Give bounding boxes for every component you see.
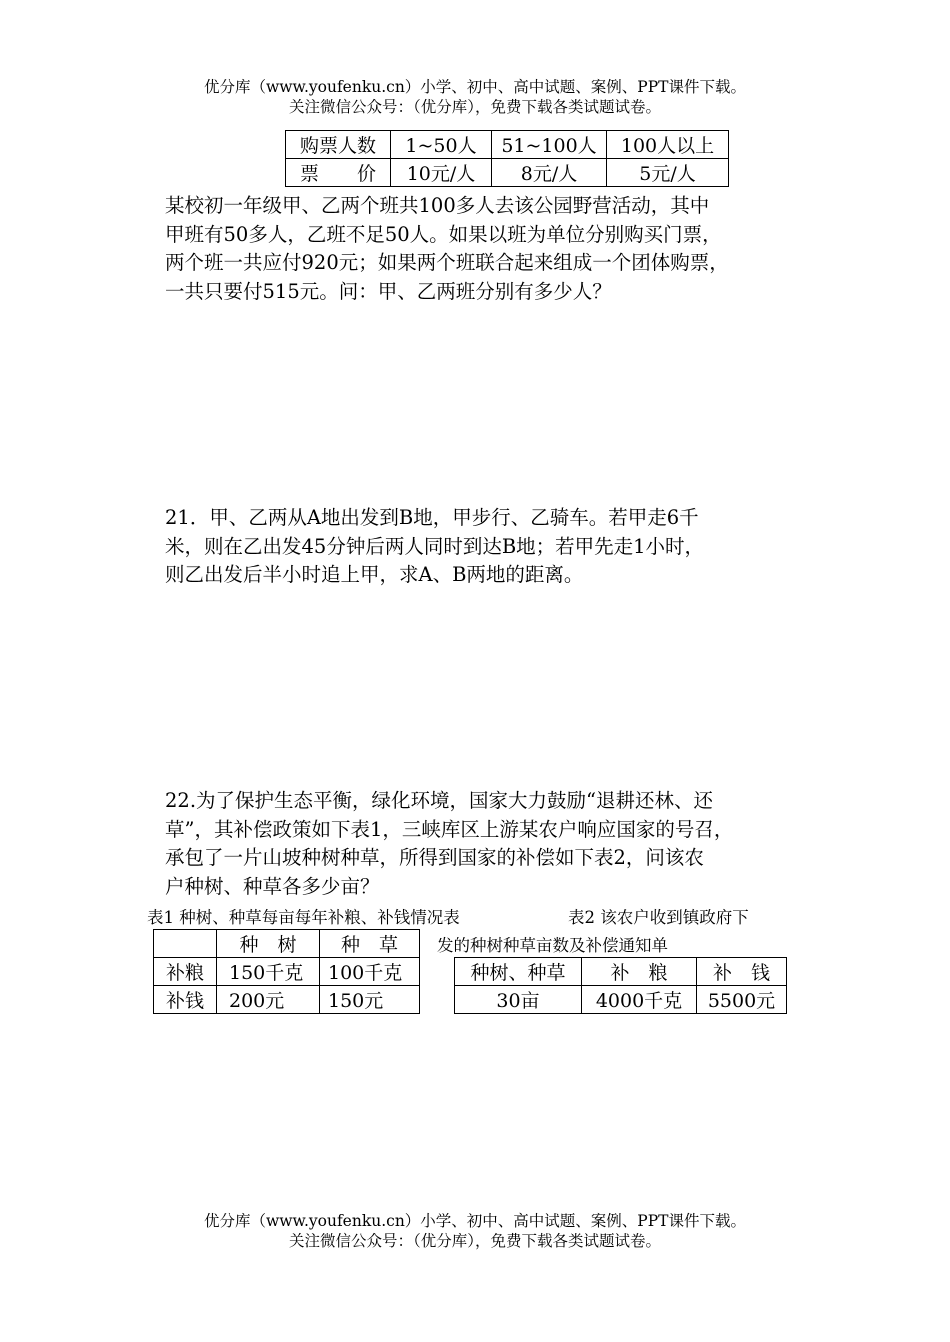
table-cell: 150元 bbox=[320, 986, 420, 1014]
table-cell: 200元 bbox=[217, 986, 320, 1014]
table-row bbox=[154, 986, 420, 1014]
text-line: 米，则在乙出发45分钟后两人同时到达B地；若甲先走1小时， bbox=[165, 534, 705, 558]
table-row bbox=[154, 958, 420, 986]
table-row bbox=[286, 131, 729, 159]
table-1-caption: 表1 种树、种草每亩每年补粮、补钱情况表 bbox=[147, 908, 460, 927]
table-cell: 8元/人 bbox=[492, 159, 607, 187]
text-line: 两个班一共应付920元；如果两个班联合起来组成一个团体购票， bbox=[165, 251, 729, 274]
problem-20-text bbox=[165, 192, 729, 306]
table-cell: 4000千克 bbox=[582, 986, 697, 1014]
table-row bbox=[286, 159, 729, 187]
table-header-cell: 补 钱 bbox=[697, 958, 787, 986]
page-footer bbox=[0, 1211, 950, 1251]
table-row bbox=[455, 986, 787, 1014]
table-cell: 票 价 bbox=[286, 159, 391, 187]
table-cell: 1~50人 bbox=[391, 131, 492, 159]
text-line: 承包了一片山坡种树种草，所得到国家的补偿如下表2，问该农 bbox=[165, 846, 704, 869]
text-line: 某校初一年级甲、乙两个班共100多人去该公园野营活动，其中 bbox=[165, 194, 710, 217]
table-cell bbox=[154, 930, 217, 958]
table-cell: 150千克 bbox=[217, 958, 320, 986]
problem-21-text bbox=[165, 504, 704, 590]
text-line: 户种树、种草各多少亩？ bbox=[165, 874, 380, 898]
text-line: 则乙出发后半小时追上甲，求A、B两地的距离。 bbox=[165, 563, 584, 586]
table-row bbox=[154, 930, 420, 958]
text-line: 草”，其补偿政策如下表1，三峡库区上游某农户响应国家的号召， bbox=[165, 817, 734, 841]
table-cell: 100千克 bbox=[320, 958, 420, 986]
table-header-cell: 种 树 bbox=[217, 930, 320, 958]
table-cell: 5元/人 bbox=[607, 159, 729, 187]
table-cell: 购票人数 bbox=[286, 131, 391, 159]
page-header bbox=[0, 77, 950, 117]
text-line: 一共只要付515元。问：甲、乙两班分别有多少人？ bbox=[165, 279, 612, 303]
problem-22-text bbox=[165, 787, 733, 901]
table-cell: 100人以上 bbox=[607, 131, 729, 159]
compensation-notice-table bbox=[454, 957, 787, 1014]
subsidy-policy-table bbox=[153, 929, 420, 1014]
footer-line-2: 关注微信公众号：（优分库），免费下载各类试题试卷。 bbox=[288, 1232, 661, 1250]
text-line: 22.为了保护生态平衡，绿化环境，国家大力鼓励“退耕还林、还 bbox=[165, 789, 713, 812]
price-table bbox=[285, 130, 729, 187]
table-header-cell: 种 草 bbox=[320, 930, 420, 958]
footer-line-1: 优分库（www.youfenku.cn）小学、初中、高中试题、案例、PPT课件下载。 bbox=[203, 1212, 747, 1230]
table-cell: 10元/人 bbox=[391, 159, 492, 187]
header-line-2: 关注微信公众号：（优分库），免费下载各类试题试卷。 bbox=[288, 98, 661, 116]
table-header-cell: 补 粮 bbox=[582, 958, 697, 986]
table-header-cell: 种树、种草 bbox=[455, 958, 582, 986]
table-cell: 51~100人 bbox=[492, 131, 607, 159]
table-cell: 补粮 bbox=[154, 958, 217, 986]
table-cell: 补钱 bbox=[154, 986, 217, 1014]
table-cell: 30亩 bbox=[455, 986, 582, 1014]
header-line-1: 优分库（www.youfenku.cn）小学、初中、高中试题、案例、PPT课件下载。 bbox=[203, 78, 747, 96]
text-line: 甲班有50多人，乙班不足50人。如果以班为单位分别购买门票， bbox=[165, 222, 722, 246]
table-cell: 5500元 bbox=[697, 986, 787, 1014]
table-row bbox=[455, 958, 787, 986]
table-2-caption-line-2: 发的种树种草亩数及补偿通知单 bbox=[437, 936, 668, 955]
table-2-caption-line-1: 表2 该农户收到镇政府下 bbox=[568, 908, 749, 927]
text-line: 21．甲、乙两从A地出发到B地，甲步行、乙骑车。若甲走6千 bbox=[165, 506, 699, 529]
